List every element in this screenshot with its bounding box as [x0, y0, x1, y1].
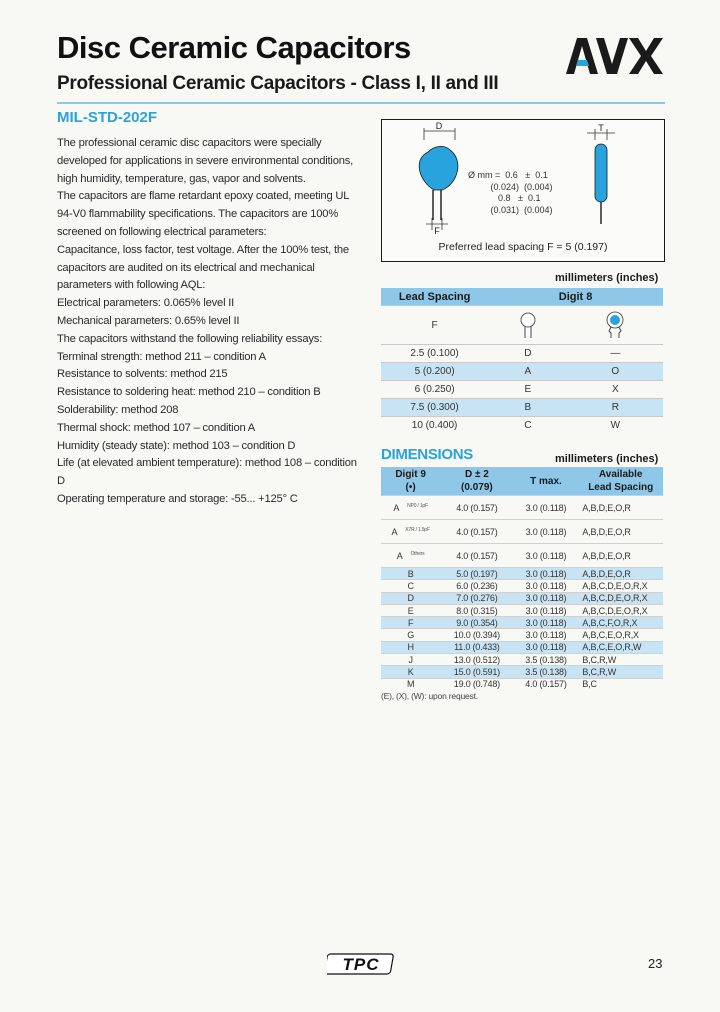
table-row [381, 604, 663, 616]
table-cell: 3.0 (0.118) [514, 629, 579, 641]
table-cell: B [381, 568, 440, 580]
header-text: Digit 9 [395, 469, 426, 480]
paragraph: Mechanical parameters: 0.65% level II [57, 314, 240, 327]
table-cell: 3.0 (0.118) [514, 592, 579, 604]
table-row [381, 580, 663, 592]
paragraph: Resistance to soldering heat: method 210 – condition B [57, 386, 321, 399]
table-cell: A,B,D,E,O,R [578, 520, 663, 544]
table-cell: A,B,C,E,O,R,W [578, 641, 663, 653]
table-cell: 13.0 (0.512) [440, 654, 513, 666]
paragraph: The capacitors withstand the following reliability essays: [57, 332, 323, 345]
table-cell: 10.0 (0.394) [440, 629, 513, 641]
table-cell: 2.5 (0.100) [381, 345, 488, 363]
lead-diameter-tolerance: Ø mm = 0.6 ± 0.1 (0.024) (0.004) 0.8 ± 0.1 (0.031) (0.004) [468, 170, 553, 215]
table-cell [381, 544, 440, 568]
table-cell: G [381, 629, 440, 641]
column-header-digit [381, 467, 440, 496]
page-subtitle: Professional Ceramic Capacitors - Class I, II and III [57, 73, 499, 94]
table-row [381, 399, 663, 417]
avx-logo [566, 38, 664, 74]
table-row [381, 666, 663, 678]
diagram-label-t: T [598, 123, 604, 133]
column-header: Lead Spacing [381, 288, 488, 306]
straight-lead-capacitor-icon [488, 306, 567, 345]
table-row [381, 417, 663, 435]
table-row [381, 568, 663, 580]
table-cell: 4.0 (0.157) [440, 496, 513, 520]
dimensions-heading: DIMENSIONS [381, 446, 474, 463]
table-cell [381, 496, 440, 520]
table-cell: 3.5 (0.138) [514, 666, 579, 678]
table-cell: W [568, 417, 663, 435]
table-cell: A,B,D,E,O,R [578, 544, 663, 568]
table-row [381, 641, 663, 653]
paragraph: Humidity (steady state): method 103 – condition D [57, 439, 296, 452]
lead-spacing-table [381, 288, 663, 434]
table-cell: 7.0 (0.276) [440, 592, 513, 604]
column-header-d [440, 467, 513, 496]
table-row [381, 544, 663, 568]
table-cell: A,B,C,E,O,R,X [578, 629, 663, 641]
table-cell: A,B,C,F,O,R,X [578, 617, 663, 629]
table-cell: B,C,R,W [578, 654, 663, 666]
page-number: 23 [648, 956, 663, 971]
table-row [381, 345, 663, 363]
table-cell: 4.0 (0.157) [514, 678, 579, 690]
diagram-label-d: D [435, 121, 443, 131]
paragraph: Operating temperature and storage: -55... +125° C [57, 492, 298, 505]
table-row [381, 381, 663, 399]
table-cell: D [381, 592, 440, 604]
table-row [381, 592, 663, 604]
table-cell: 11.0 (0.433) [440, 641, 513, 653]
table-cell: 9.0 (0.354) [440, 617, 513, 629]
column-header: Digit 8 [488, 288, 663, 306]
header-subtext: (•) [405, 482, 416, 493]
table-cell: E [488, 381, 567, 399]
paragraph: The capacitors are flame retardant epoxy coated, meeting UL 94-V0 flammability specifications. The capacitors are 100% screened on following electrical parameters: [57, 190, 349, 238]
digit-code: A [393, 502, 400, 513]
table-cell: A,B,C,D,E,O,R,X [578, 580, 663, 592]
table-cell: H [381, 641, 440, 653]
table-cell: 4.0 (0.157) [440, 544, 513, 568]
paragraph: Thermal shock: method 107 – condition A [57, 421, 256, 434]
column-header-t: T max. [514, 467, 579, 496]
table-cell: 3.0 (0.118) [514, 496, 579, 520]
header-divider [57, 102, 665, 104]
digit-code: A [391, 526, 398, 537]
header-text: Available [598, 469, 643, 480]
table-cell: R [568, 399, 663, 417]
table-cell: 6 (0.250) [381, 381, 488, 399]
table-cell: 3.0 (0.118) [514, 568, 579, 580]
table-cell: C [488, 417, 567, 435]
dimensions-table-units: millimeters (inches) [555, 453, 659, 465]
lead-table-units: millimeters (inches) [555, 272, 659, 284]
description-text [57, 135, 357, 509]
table-cell: K [381, 666, 440, 678]
table-row [381, 617, 663, 629]
paragraph: Resistance to solvents: method 215 [57, 368, 228, 381]
table-cell: M [381, 678, 440, 690]
table-row [381, 306, 663, 345]
digit-note: Others [410, 550, 425, 557]
column-header-avail [578, 467, 663, 496]
section-heading: MIL-STD-202F [57, 109, 158, 126]
paragraph: Solderability: method 208 [57, 403, 179, 416]
table-cell: X [568, 381, 663, 399]
table-cell: B [488, 399, 567, 417]
table-cell: 15.0 (0.591) [440, 666, 513, 678]
paragraph: Electrical parameters: 0.065% level II [57, 297, 235, 310]
paragraph: Terminal strength: method 211 – condition A [57, 350, 266, 363]
table-row [381, 678, 663, 690]
digit-note: NP0 / 1pF [407, 502, 428, 509]
digit-note: X7R / 1.5pF [405, 526, 430, 533]
table-cell: B,C [578, 678, 663, 690]
paragraph: Capacitance, loss factor, test voltage. After the 100% test, the capacitors are audited on its electrical and mechanical parameters with following AQL: [57, 243, 349, 292]
table-cell: 3.0 (0.118) [514, 544, 579, 568]
dimensions-table [381, 467, 663, 690]
paragraph: Life (at elevated ambient temperature): method 108 – condition D [57, 457, 357, 488]
table-cell: F [381, 617, 440, 629]
table-cell: A,B,C,D,E,O,R,X [578, 604, 663, 616]
table-cell: A [488, 363, 567, 381]
table-cell: C [381, 580, 440, 592]
table-cell: 5.0 (0.197) [440, 568, 513, 580]
table-cell: 3.0 (0.118) [514, 580, 579, 592]
table-row [381, 629, 663, 641]
header-subtext: Lead Spacing [588, 482, 654, 493]
svg-text:TPC: TPC [342, 955, 380, 974]
table-cell: E [381, 604, 440, 616]
table-cell: 3.0 (0.118) [514, 617, 579, 629]
tpc-logo [327, 952, 395, 976]
table-cell: 8.0 (0.315) [440, 604, 513, 616]
header-text: D ± 2 [464, 469, 489, 480]
table-cell: 6.0 (0.236) [440, 580, 513, 592]
table-cell: D [488, 345, 567, 363]
table-cell: 19.0 (0.748) [440, 678, 513, 690]
table-cell: 3.0 (0.118) [514, 520, 579, 544]
diagram-label-f: F [434, 226, 440, 236]
table-cell: B,C,R,W [578, 666, 663, 678]
table-cell: J [381, 654, 440, 666]
digit-code: A [396, 550, 403, 561]
capacitor-dimension-diagram [381, 119, 665, 262]
table-cell: — [568, 345, 663, 363]
paragraph: The professional ceramic disc capacitors were specially developed for applications in severe environmental conditions, high humidity, temperature, gas, vapor and solvents. [57, 137, 354, 185]
table-cell: 5 (0.200) [381, 363, 488, 381]
dimensions-footnote: (E), (X), (W): upon request. [381, 691, 478, 701]
table-row [381, 654, 663, 666]
table-cell: A,B,D,E,O,R [578, 496, 663, 520]
table-cell: 7.5 (0.300) [381, 399, 488, 417]
table-row [381, 496, 663, 520]
diagram-caption: Preferred lead spacing F = 5 (0.197) [438, 241, 608, 253]
table-cell: 3.0 (0.118) [514, 604, 579, 616]
table-row [381, 363, 663, 381]
table-cell [381, 520, 440, 544]
page-title: Disc Ceramic Capacitors [57, 30, 411, 65]
kinked-lead-capacitor-icon [568, 306, 663, 345]
table-row [381, 520, 663, 544]
table-cell: 3.0 (0.118) [514, 641, 579, 653]
table-cell: A,B,D,E,O,R [578, 568, 663, 580]
table-cell: A,B,C,D,E,O,R,X [578, 592, 663, 604]
table-cell: 3.5 (0.138) [514, 654, 579, 666]
header-subtext: (0.079) [461, 482, 493, 493]
table-cell: 4.0 (0.157) [440, 520, 513, 544]
table-cell: 10 (0.400) [381, 417, 488, 435]
table-cell: F [381, 306, 488, 345]
table-cell: O [568, 363, 663, 381]
